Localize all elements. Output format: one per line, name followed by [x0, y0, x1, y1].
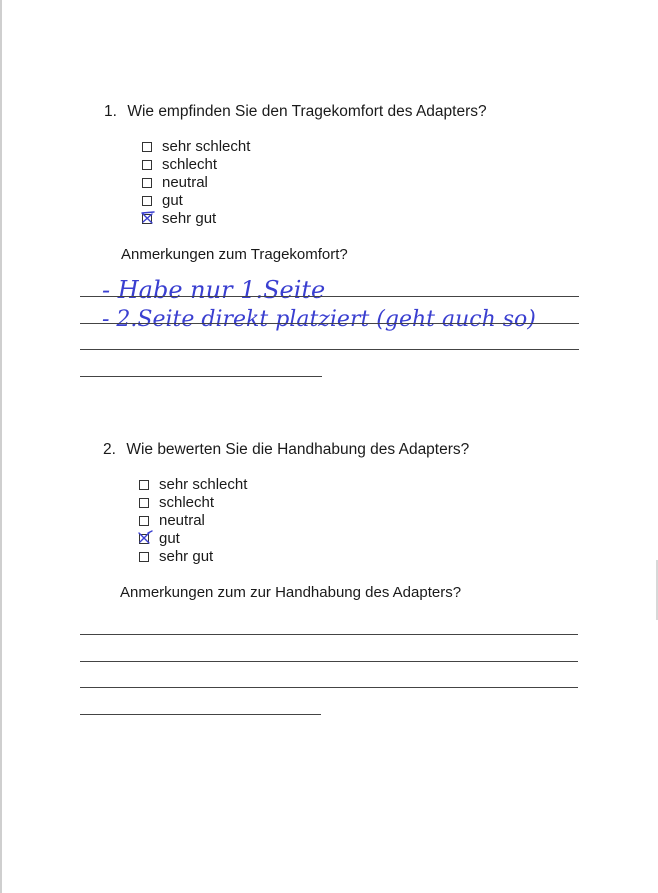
option-label: gut — [159, 530, 180, 547]
question-2-number: 2. — [103, 441, 116, 458]
q2-option-gut[interactable] — [139, 530, 247, 548]
option-label: schlecht — [162, 156, 218, 173]
option-label: gut — [162, 192, 183, 209]
question-1-text: Wie empfinden Sie den Tragekomfort des Adapters? — [127, 103, 487, 120]
handwritten-check-icon — [140, 210, 156, 226]
checkbox-checked[interactable] — [139, 534, 149, 544]
handwritten-remarks-q1 — [80, 268, 620, 348]
answer-line — [80, 634, 578, 635]
question-2 — [103, 441, 469, 459]
checkbox-checked[interactable] — [142, 214, 152, 224]
answer-line-short — [80, 714, 321, 715]
q1-option-schlecht[interactable] — [142, 156, 250, 174]
option-label: sehr gut — [162, 210, 217, 227]
question-1-number: 1. — [104, 103, 117, 120]
q1-option-sehr-schlecht[interactable] — [142, 138, 250, 156]
answer-line — [80, 661, 578, 662]
checkbox[interactable] — [139, 516, 149, 526]
q2-option-sehr-gut[interactable] — [139, 548, 247, 566]
scan-edge-left — [0, 0, 2, 893]
answer-line-short — [80, 376, 322, 377]
answer-line — [80, 296, 579, 297]
handwritten-line-1: - Habe nur 1.Seite — [102, 276, 326, 304]
checkbox[interactable] — [139, 552, 149, 562]
question-2-remarks-label: Anmerkungen zum zur Handhabung des Adapters? — [120, 584, 462, 601]
question-2-text: Wie bewerten Sie die Handhabung des Adapters? — [126, 441, 470, 458]
q2-option-schlecht[interactable] — [139, 494, 247, 512]
option-label: schlecht — [159, 494, 215, 511]
q2-option-sehr-schlecht[interactable] — [139, 476, 247, 494]
option-label: sehr schlecht — [162, 138, 251, 155]
checkbox[interactable] — [142, 160, 152, 170]
checkbox[interactable] — [139, 498, 149, 508]
answer-line — [80, 687, 578, 688]
option-label: neutral — [159, 512, 205, 529]
option-label: neutral — [162, 174, 208, 191]
answer-line — [80, 323, 579, 324]
question-1 — [104, 103, 487, 121]
q1-option-sehr-gut[interactable] — [142, 210, 250, 228]
option-label: sehr gut — [159, 548, 214, 565]
q2-option-neutral[interactable] — [139, 512, 247, 530]
checkbox[interactable] — [142, 178, 152, 188]
checkbox[interactable] — [142, 142, 152, 152]
checkbox[interactable] — [142, 196, 152, 206]
question-2-options — [139, 476, 247, 566]
question-1-options — [142, 138, 250, 228]
option-label: sehr schlecht — [159, 476, 248, 493]
q1-option-gut[interactable] — [142, 192, 250, 210]
handwritten-check-icon — [137, 530, 153, 546]
answer-line — [80, 349, 579, 350]
handwritten-line-2: - 2.Seite direkt platziert (geht auch so) — [102, 307, 536, 332]
q1-option-neutral[interactable] — [142, 174, 250, 192]
question-1-remarks-label: Anmerkungen zum Tragekomfort? — [121, 246, 348, 263]
checkbox[interactable] — [139, 480, 149, 490]
